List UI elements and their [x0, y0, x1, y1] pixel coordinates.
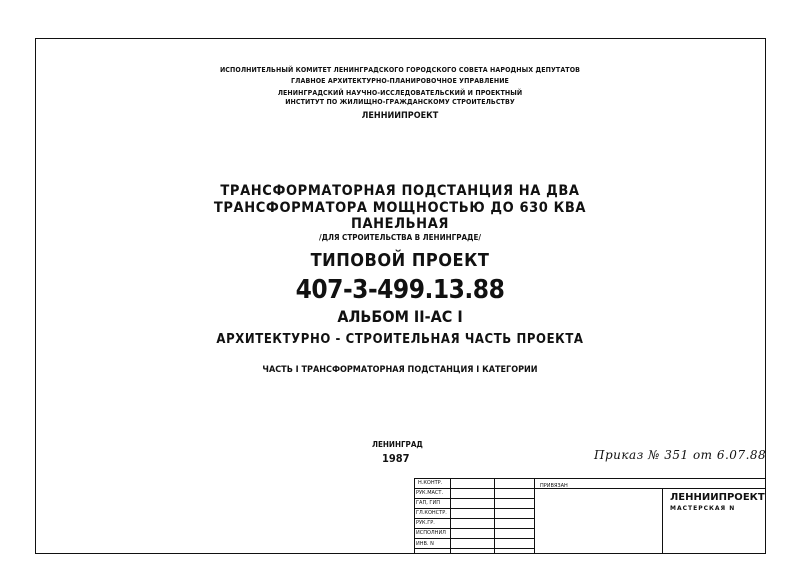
header-line-4: ИНСТИТУТ ПО ЖИЛИЩНО-ГРАЖДАНСКОМУ СТРОИТЕЛЬСТВУ: [285, 98, 515, 106]
project-kind: ТИПОВОЙ ПРОЕКТ: [310, 250, 490, 271]
order-note: Приказ № 351 от 6.07.88: [594, 448, 767, 462]
title-line-1: ТРАНСФОРМАТОРНАЯ ПОДСТАНЦИЯ НА ДВА: [220, 183, 580, 199]
section-title: АРХИТЕКТУРНО - СТРОИТЕЛЬНАЯ ЧАСТЬ ПРОЕКТА: [216, 332, 584, 347]
stamp-firm: ЛЕННИИПРОЕКТ: [670, 492, 765, 503]
stamp-row-label: ИНВ. N: [416, 541, 434, 547]
stamp-row-label: ГЛ.КОНСТР.: [416, 510, 447, 516]
header-line-1: ИСПОЛНИТЕЛЬНЫЙ КОМИТЕТ ЛЕНИНГРАДСКОГО ГОРОДСКОГО СОВЕТА НАРОДНЫХ ДЕПУТАТОВ: [219, 66, 581, 74]
title-line-3: ПАНЕЛЬНАЯ: [350, 216, 450, 232]
stamp-row-label: РУК.ГР.: [416, 520, 435, 526]
header-line-3: ЛЕНИНГРАДСКИЙ НАУЧНО-ИССЛЕДОВАТЕЛЬСКИЙ И ПРОЕКТНЫЙ: [277, 89, 523, 97]
album-label: АЛЬБОМ II-АС I: [337, 307, 463, 326]
stamp-row-label: ИСПОЛНИЛ: [416, 530, 446, 536]
project-number: 407-3-499.13.88: [295, 275, 505, 305]
stamp-row-label: Н.КОНТР.: [418, 480, 443, 486]
title-note: /ДЛЯ СТРОИТЕЛЬСТВА В ЛЕНИНГРАДЕ/: [318, 233, 482, 242]
city: ЛЕНИНГРАД: [372, 440, 423, 449]
stamp-row-label: ГАП, ГИП: [416, 500, 440, 506]
org-name: ЛЕННИИПРОЕКТ: [361, 111, 439, 121]
year: 1987: [382, 452, 410, 465]
bound-label: ПРИВЯЗАН: [540, 483, 568, 489]
stamp-workshop: МАСТЕРСКАЯ N: [670, 505, 736, 512]
header-line-2: ГЛАВНОЕ АРХИТЕКТУРНО-ПЛАНИРОВОЧНОЕ УПРАВЛЕНИЕ: [291, 77, 509, 85]
stamp-row-label: РУК.МАСТ.: [416, 490, 444, 496]
title-line-2: ТРАНСФОРМАТОРА МОЩНОСТЬЮ ДО 630 КВА: [213, 200, 587, 216]
part-label: ЧАСТЬ I ТРАНСФОРМАТОРНАЯ ПОДСТАНЦИЯ I КАТЕГОРИИ: [262, 365, 538, 375]
title-block: [414, 478, 766, 554]
